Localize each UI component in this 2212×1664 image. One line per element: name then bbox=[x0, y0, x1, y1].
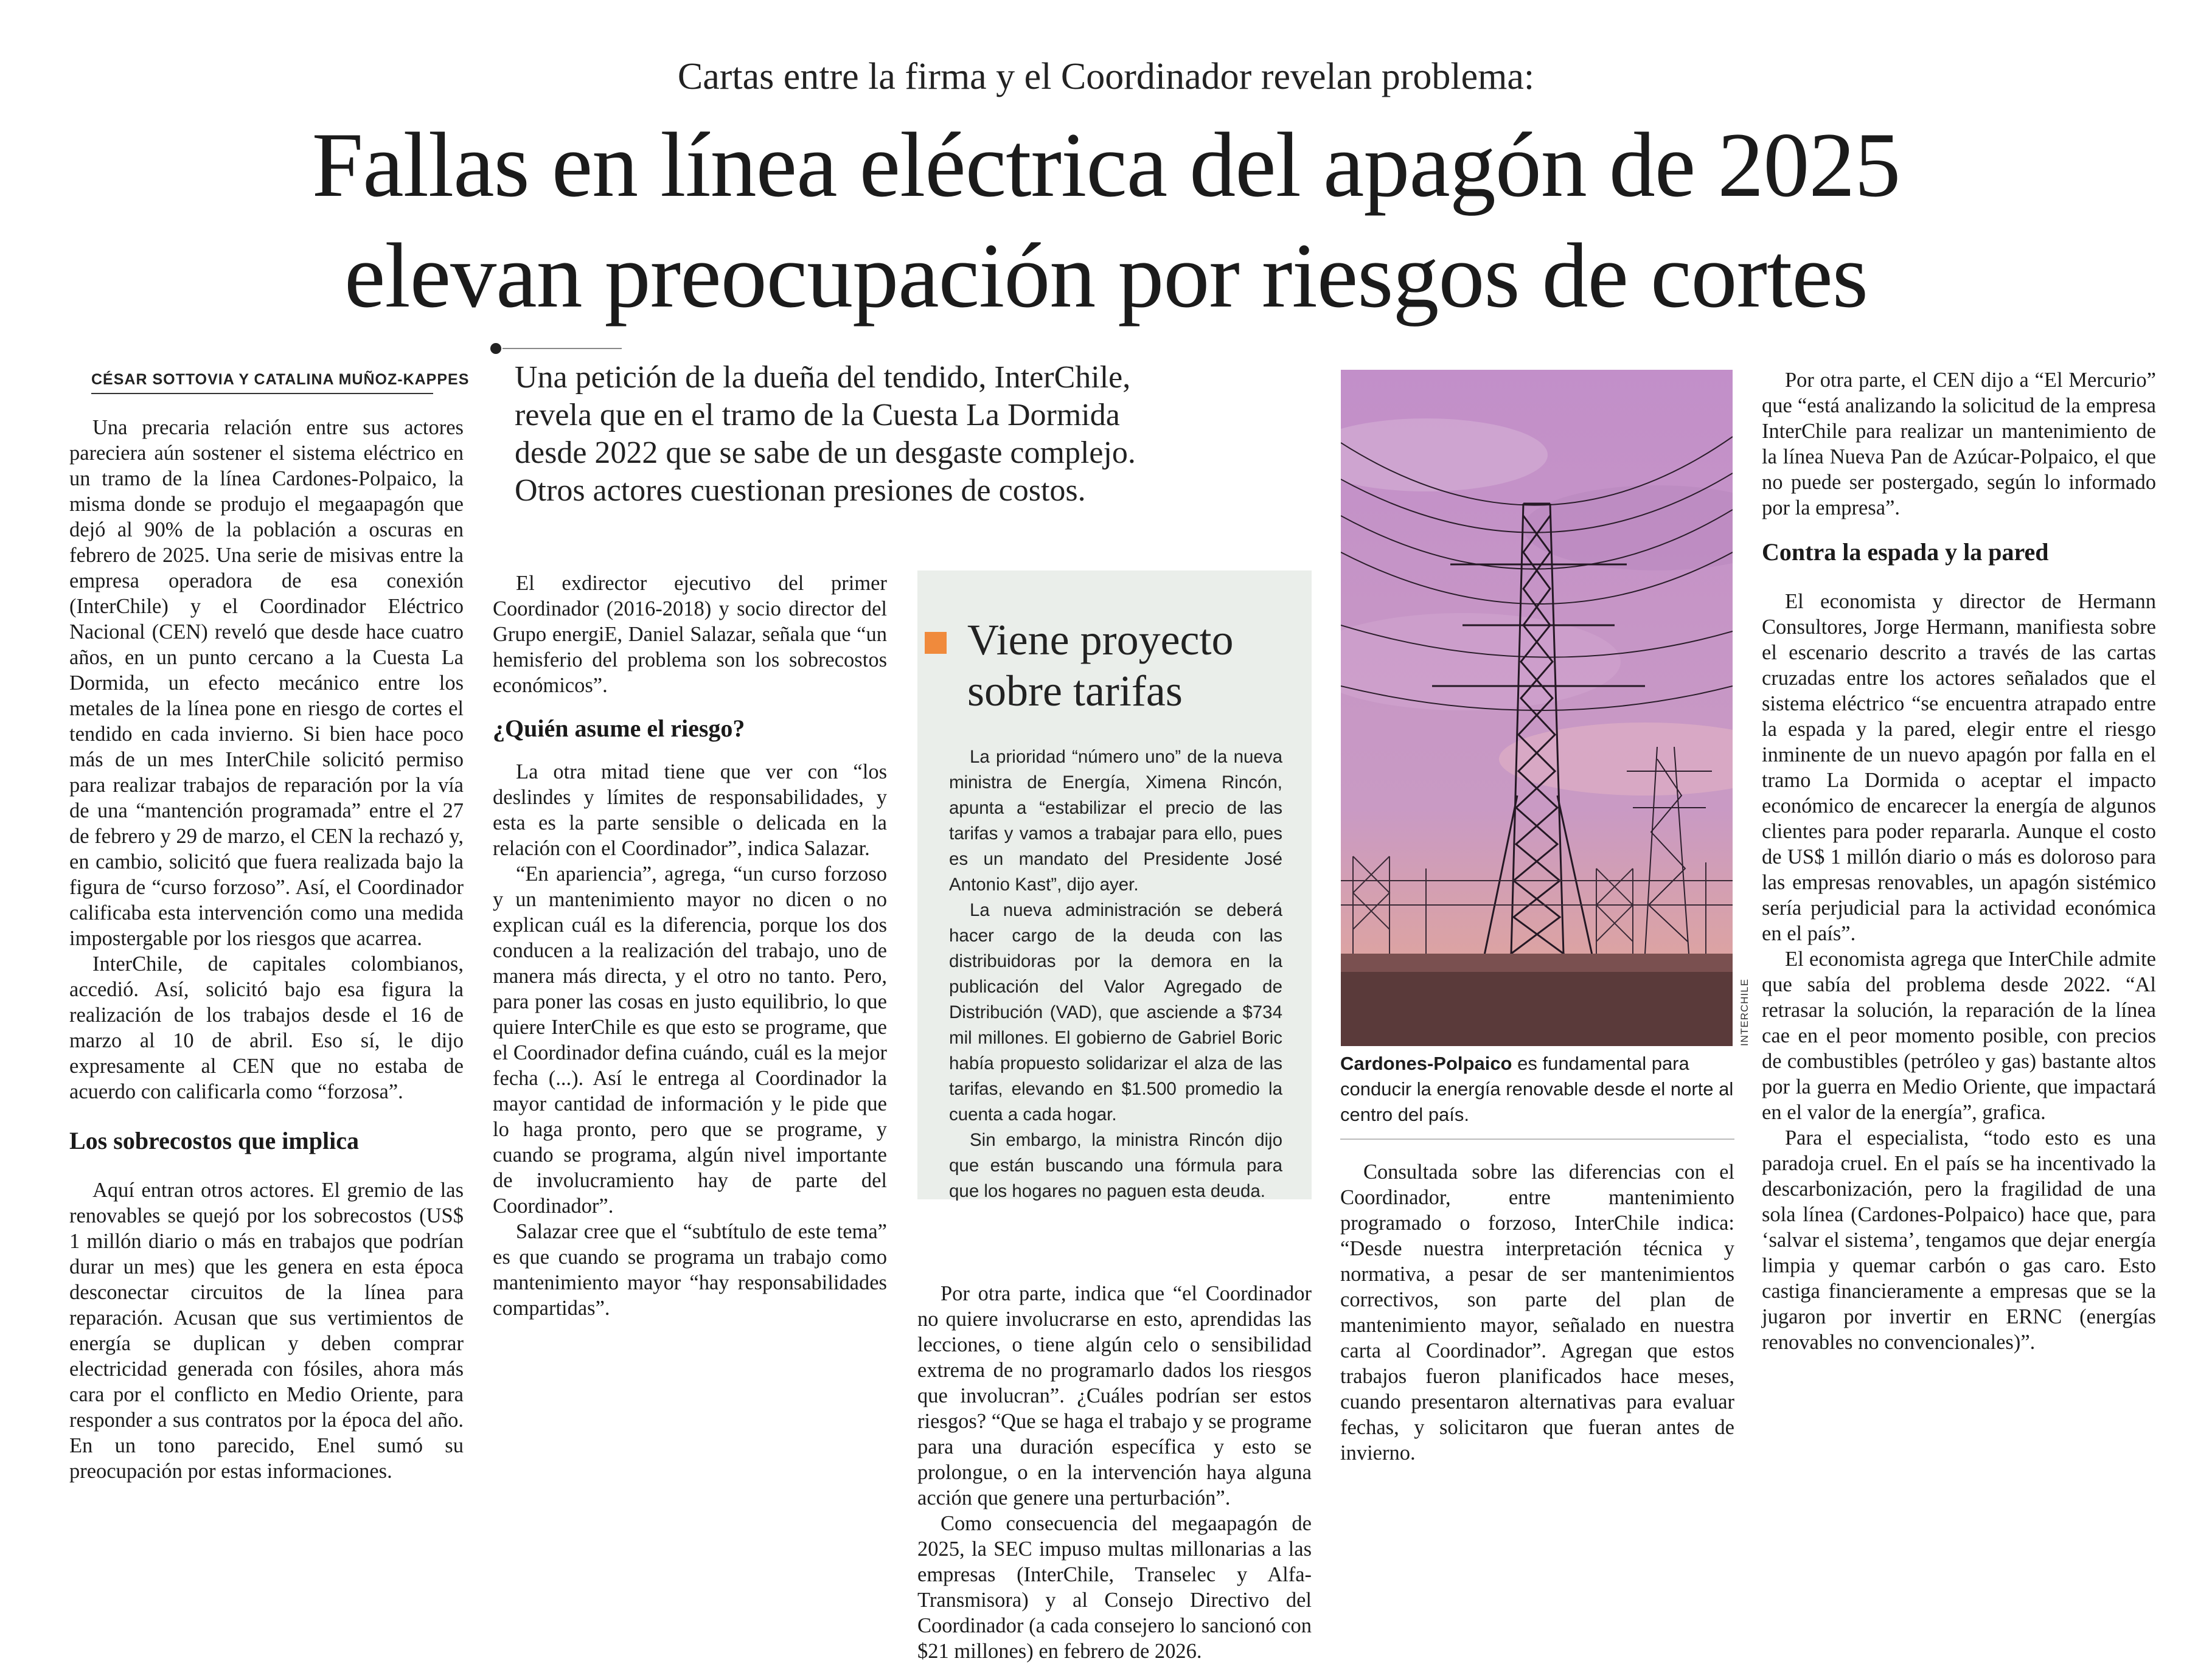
body-paragraph: Consultada sobre las diferencias con el Coordinador, entre mantenimiento programado o forzoso, InterChile indica: “Desde nuestra interpretación técnica y normativa, a pesar de ser mantenimientos correctivos, son parte del plan de mantenimiento mayor, señalado en nuestra carta al Coordinador”. Agregan que estos trabajos fueron planificados hace meses, cuando presentaron alternativas para evaluar fechas, y solicitaron que fueran antes de invierno. bbox=[1340, 1160, 1734, 1465]
body-paragraph: Aquí entran otros actores. El gremio de las renovables se quejó por los sobrecostos (US$ 1 millón diario o más en trabajos que podrían durar un mes) que les genera en esta época desconectar circuitos de la línea para reparación. Acusan que sus vertimientos de energía se duplican y deben comprar electricidad generada con fósiles, ahora más cara por el conflicto en Medio Oriente, para responder a sus contratos por la época del año. En un tono parecido, Enel sumó su preocupación por estas informaciones. bbox=[69, 1179, 464, 1483]
byline: CÉSAR SOTTOVIA Y CATALINA MUÑOZ-KAPPES bbox=[91, 371, 470, 388]
body-paragraph: InterChile, de capitales colombianos, accedió. Así, solicitó bajo esa figura la realización de los trabajos desde el 16 de marzo al 10 de abril. Eso sí, le dijo expresamente al CEN que no estaba de acuerdo con calificarla como “forzosa”. bbox=[69, 952, 464, 1103]
dek-rule bbox=[503, 348, 622, 349]
column-2 bbox=[493, 570, 887, 1321]
subhead-sobrecostos: Los sobrecostos que implica bbox=[69, 1127, 359, 1154]
body-paragraph: Como consecuencia del megaapagón de 2025, la SEC impuso multas millonarias a las empresas (InterChile, Transelec y Alfa-Transmisora) y al Consejo Directivo del Coordinador (a cada consejero lo sancionó con $21 millones) en febrero de 2026. bbox=[917, 1512, 1312, 1663]
sidebar-title-line-2: sobre tarifas bbox=[967, 667, 1183, 715]
column-1 bbox=[69, 415, 464, 1484]
body-paragraph: Una precaria relación entre sus actores pareciera aún sostener el sistema eléctrico en un tramo de la línea Cardones-Polpaico, la misma donde se produjo el megaapagón que dejó al 90% de la población a oscuras en febrero de 2025. Una serie de misivas entre la empresa operadora de esa conexión (InterChile) y el Coordinador Eléctrico Nacional (CEN) reveló que desde hace cuatro años, en un punto cercano a la Cuesta La Dormida, un efecto mecánico entre los metales de la línea pone en riesgo de cortes el tendido en cada invierno. Si bien hace poco más de un mes InterChile solicitó permiso para realizar trabajos de reparación por la vía de una “mantención programada” entre el 27 de febrero y 29 de marzo, el CEN la rechazó y, en cambio, solicitó que fuera realizada bajo la figura de “curso forzoso”. Así, el Coordinador calificaba esta intervención como una medida impostergable por los riesgos que acarrea. bbox=[69, 416, 464, 950]
body-paragraph: “En apariencia”, agrega, “un curso forzoso y un mantenimiento mayor no dicen o no explican cuál es la diferencia, porque los dos conducen a la realización del trabajo, uno de manera más directa, y el otro no tanto. Pero, para poner las cosas en justo equilibrio, lo que quiere InterChile es que esto se programe, que el Coordinador defina cuándo, cuál es la mejor fecha (...). Así le entrega al Coordinador la mayor cantidad de información y le pide que lo haga pronto, pero que se programe, y cuando se programa, algún nivel importante de involucramiento hay de parte del Coordinador”. bbox=[493, 862, 887, 1218]
body-paragraph: Salazar cree que el “subtítulo de este tema” es que cuando se programa un trabajo como mantenimiento mayor “hay responsabilidades compartidas”. bbox=[493, 1220, 887, 1320]
photo-caption bbox=[1340, 1051, 1734, 1128]
dek-line-1: Una petición de la dueña del tendido, InterChile, bbox=[515, 360, 1131, 395]
photo-transmission-tower bbox=[1341, 370, 1733, 1046]
sidebar-paragraph: La prioridad “número uno” de la nueva ministra de Energía, Ximena Rincón, apunta a “estabilizar el precio de las tarifas y vamos a trabajar para ello, pues es un mandato del Presidente José Antonio Kast”, dijo ayer. bbox=[949, 747, 1282, 895]
caption-text: es fundamental para conducir la energía renovable desde el norte al centro del país. bbox=[1340, 1053, 1734, 1125]
dek-line-3: desde 2022 que se sabe de un desgaste complejo. bbox=[515, 435, 1136, 470]
headline-line-2: elevan preocupación por riesgos de cortes bbox=[344, 224, 1868, 327]
kicker: Cartas entre la firma y el Coordinador revelan problema: bbox=[677, 56, 1535, 97]
sidebar-title bbox=[967, 614, 1308, 716]
sidebar-title-line-1: Viene proyecto bbox=[967, 615, 1234, 664]
sidebar-paragraph: Sin embargo, la ministra Rincón dijo que están buscando una fórmula para que los hogares no paguen esta deuda. bbox=[949, 1130, 1282, 1201]
dek-line-4: Otros actores cuestionan presiones de costos. bbox=[515, 473, 1086, 508]
tower-illustration bbox=[1341, 370, 1733, 1046]
caption-bold: Cardones-Polpaico bbox=[1340, 1053, 1512, 1074]
headline-line-1: Fallas en línea eléctrica del apagón de 2025 bbox=[311, 114, 1901, 216]
body-paragraph: La otra mitad tiene que ver con “los deslindes y límites de responsabilidades, y esta es la parte sensible o delicada en la relación con el Coordinador”, indica Salazar. bbox=[493, 760, 887, 860]
byline-rule bbox=[91, 393, 433, 394]
sidebar-bullet-icon bbox=[925, 632, 947, 654]
photo-credit: INTERCHILE bbox=[1739, 978, 1750, 1046]
body-paragraph: El exdirector ejecutivo del primer Coordinador (2016-2018) y socio director del Grupo energiE, Daniel Salazar, señala que “un hemisferio del problema son los sobrecostos económicos”. bbox=[493, 572, 887, 697]
sidebar-paragraph: La nueva administración se deberá hacer cargo de la deuda con las distribuidoras por la demora en la publicación del Valor Agregado de Distribución (VAD), que asciende a $734 mil millones. El gobierno de Gabriel Boric había propuesto solidarizar el alza de las tarifas, elevando en $1.500 promedio la cuenta a cada hogar. bbox=[949, 900, 1282, 1125]
subhead-espada: Contra la espada y la pared bbox=[1762, 538, 2049, 566]
column-5 bbox=[1762, 367, 2156, 1355]
body-paragraph: Por otra parte, indica que “el Coordinador no quiere involucrarse en esto, aprendidas las lecciones, o tiene algún celo o sensibilidad extrema de no programarlo dados los riesgos que involucran”. ¿Cuáles podrían ser estos riesgos? “Que se haga el trabajo y se programe para una duración específica y esto se prolongue, o en la intervención haya alguna acción que genere una perturbación”. bbox=[917, 1282, 1312, 1510]
dek-dot bbox=[490, 343, 501, 354]
subhead-riesgo: ¿Quién asume el riesgo? bbox=[493, 715, 745, 742]
headline bbox=[0, 109, 2212, 331]
column-4 bbox=[1340, 1159, 1734, 1466]
body-paragraph: Para el especialista, “todo esto es una paradoja cruel. En el país se ha incentivado la descarbonización, pero la fragilidad de una sola línea (Cardones-Polpaico) hace que, para ‘salvar el sistema’, tengamos que dejar energía limpia y quemar carbón o gas caro. Esto castiga financieramente a empresas que se la jugaron por invertir en ERNC (energías renovables no convencionales)”. bbox=[1762, 1126, 2156, 1354]
body-paragraph: El economista y director de Hermann Consultores, Jorge Hermann, manifiesta sobre el escenario descrito a través de las cartas cruzadas entre los actores señalados que el sistema eléctrico “se encuentra atrapado entre la espada y la pared, elegir entre el riesgo inminente de un nuevo apagón por falla en el tramo La Dormida o aceptar el impacto económico de encarecer la energía de algunos clientes para poder repararla. Aunque el costo de US$ 1 millón diario o más es doloroso para las empresas renovables, un apagón sistémico sería perjudicial para la actividad económica en el país”. bbox=[1762, 590, 2156, 945]
dek bbox=[515, 359, 1282, 510]
dek-line-2: revela que en el tramo de la Cuesta La Dormida bbox=[515, 398, 1120, 432]
body-paragraph: Por otra parte, el CEN dijo a “El Mercurio” que “está analizando la solicitud de la empresa InterChile para realizar un mantenimiento de la línea Nueva Pan de Azúcar-Polpaico, el que no puede ser postergado, según lo informado por la empresa”. bbox=[1762, 369, 2156, 519]
body-paragraph: El economista agrega que InterChile admite que sabía del problema desde 2022. “Al retrasar la solución, la reparación de la línea cae en el peor momento posible, con precios de combustibles (petróleo y gas) bastante altos por la guerra en Medio Oriente, que impactará en el valor de la energía”, grafica. bbox=[1762, 948, 2156, 1124]
caption-rule bbox=[1340, 1139, 1734, 1140]
sidebar-text bbox=[949, 744, 1282, 1204]
column-3 bbox=[917, 1281, 1312, 1664]
